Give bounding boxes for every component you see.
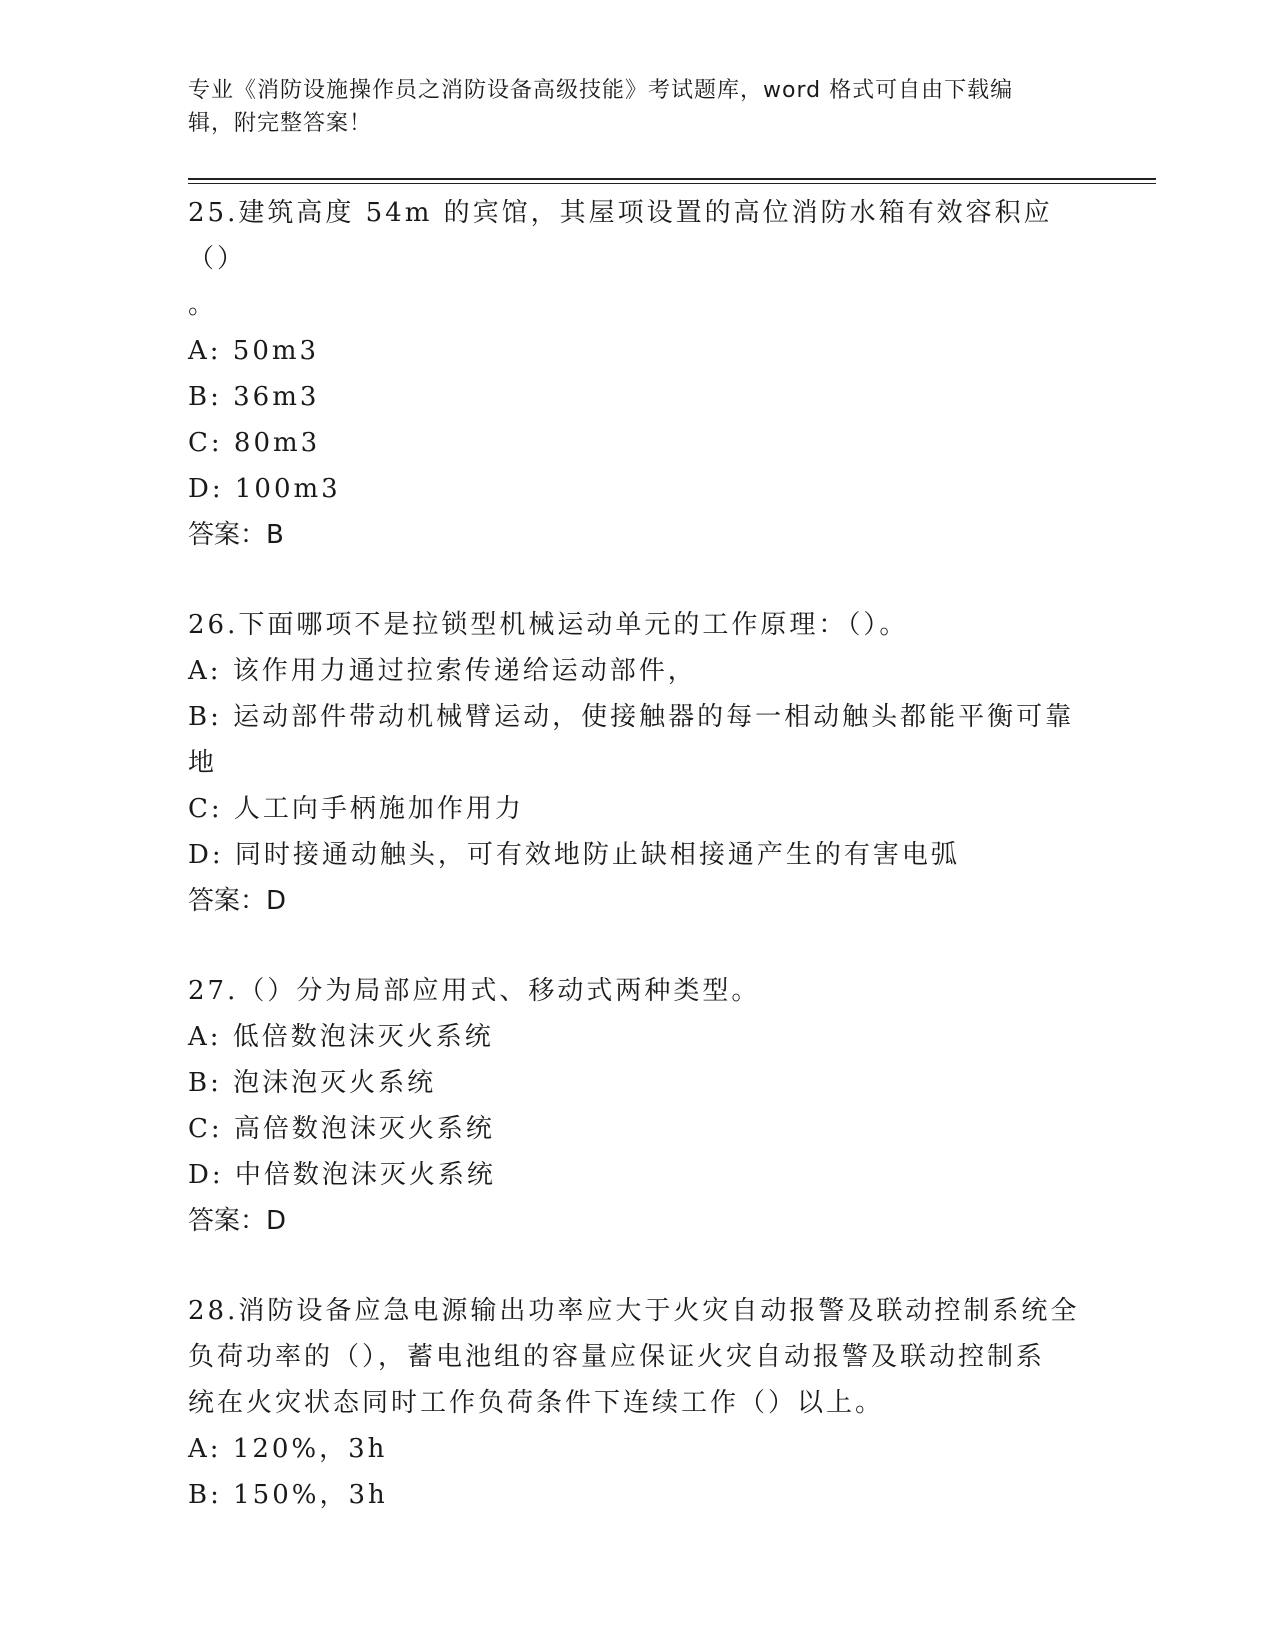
question-text: 27.（）分为局部应用式、移动式两种类型。 [188, 976, 761, 1006]
document-header [188, 74, 1068, 140]
option-b: B: 150%，3h [188, 1480, 388, 1510]
option-a: A: 120%，3h [188, 1434, 388, 1464]
option-c: C: 80m3 [188, 428, 321, 458]
question-text: 负荷功率的（），蓄电池组的容量应保证火灾自动报警及联动控制系 [188, 1342, 1046, 1372]
answer: 答案：B [188, 520, 284, 550]
option-d: D: 中倍数泡沫灭火系统 [188, 1160, 496, 1190]
header-divider-thick [188, 178, 1156, 180]
question-text: 统在火灾状态同时工作负荷条件下连续工作（）以上。 [188, 1388, 885, 1418]
question-28 [188, 1288, 1088, 1518]
option-d: D: 100m3 [188, 474, 341, 504]
answer: 答案：D [188, 1206, 287, 1236]
question-27 [188, 968, 1088, 1244]
question-text: 28.消防设备应急电源输出功率应大于火灾自动报警及联动控制系统全 [188, 1296, 1080, 1326]
option-a: A: 该作用力通过拉索传递给运动部件， [188, 656, 697, 686]
option-b: B: 运动部件带动机械臂运动，使接触器的每一相动触头都能平衡可靠 [188, 702, 1075, 732]
header-divider-thin [188, 183, 1156, 184]
option-d: D: 同时接通动触头，可有效地防止缺相接通产生的有害电弧 [188, 840, 960, 870]
option-c: C: 人工向手柄施加作用力 [188, 794, 524, 824]
question-text: 26.下面哪项不是拉锁型机械运动单元的工作原理：（）。 [188, 610, 909, 640]
question-list [188, 190, 1088, 1518]
question-25 [188, 190, 1088, 558]
option-b: B: 36m3 [188, 382, 320, 412]
question-26 [188, 602, 1088, 924]
answer: 答案：D [188, 886, 287, 916]
option-a: A: 低倍数泡沫灭火系统 [188, 1022, 494, 1052]
option-b: B: 泡沫泡灭火系统 [188, 1068, 437, 1098]
option-c: C: 高倍数泡沫灭火系统 [188, 1114, 495, 1144]
option-b-continued: 地 [188, 748, 218, 778]
header-line-2: 辑，附完整答案！ [188, 111, 373, 136]
option-a: A: 50m3 [188, 336, 320, 366]
question-text: 25.建筑高度 54m 的宾馆，其屋项设置的高位消防水箱有效容积应（） [188, 198, 1053, 274]
question-text: 。 [188, 290, 218, 320]
header-line-1: 专业《消防设施操作员之消防设备高级技能》考试题库，word 格式可自由下载编 [188, 78, 1014, 103]
